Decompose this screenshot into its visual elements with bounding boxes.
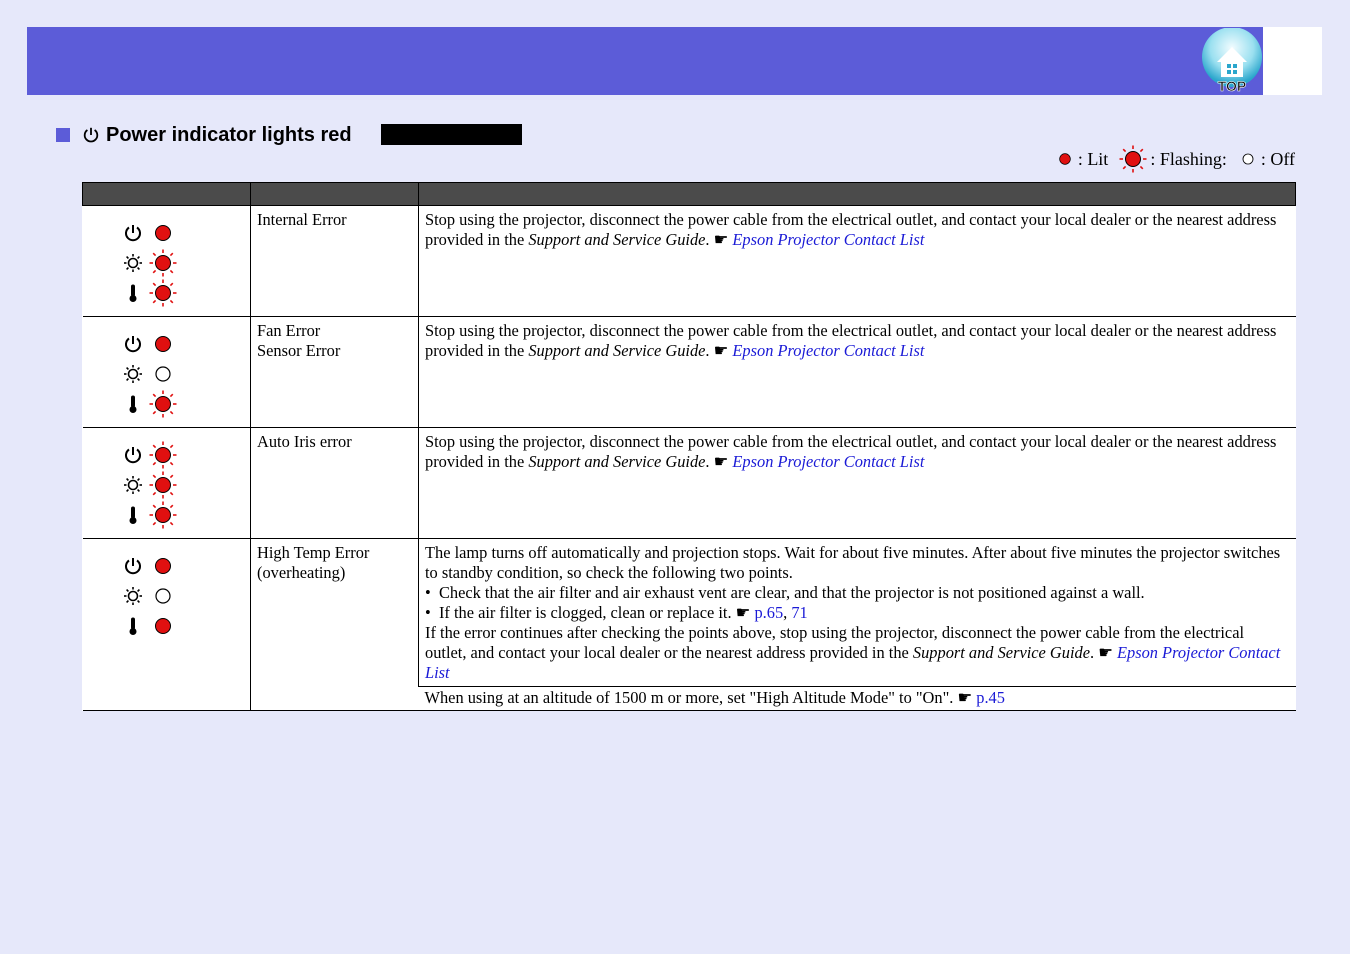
- indicator-temp: [123, 500, 251, 530]
- lit-indicator-icon: [149, 330, 177, 358]
- flashing-indicator-icon: [149, 249, 177, 277]
- page-link-45[interactable]: p.45: [976, 688, 1005, 707]
- guide-title: Support and Service Guide: [528, 230, 706, 249]
- indicator-cell: [83, 206, 251, 317]
- indicator-power: [123, 329, 251, 359]
- altitude-note: When using at an altitude of 1500 m or more, set "High Altitude Mode" to "On".: [424, 688, 958, 707]
- table-row: [83, 428, 1296, 539]
- lamp-icon: [123, 364, 143, 384]
- header-cell-indicator: [83, 183, 251, 206]
- status-label: Sensor Error: [257, 341, 341, 360]
- contact-list-link[interactable]: Epson Projector Contact List: [732, 341, 925, 360]
- power-icon: [123, 223, 143, 243]
- top-button[interactable]: [1200, 28, 1264, 92]
- page-link-65[interactable]: p.65: [754, 603, 784, 622]
- table-header-row: [83, 183, 1296, 206]
- error-table: [82, 182, 1296, 711]
- page-link-71[interactable]: 71: [791, 603, 808, 622]
- indicator-lamp: [123, 359, 251, 389]
- remedy-continue: If the error continues after checking the points above, stop using the projector, disconnect the power cable from the electrical outlet, and contact your local dealer or the nearest address provided in the Support and Service Guide. ☛ Epson Projector Contact List: [425, 623, 1281, 682]
- table-row: [83, 317, 1296, 428]
- house-icon: [1200, 28, 1264, 92]
- indicator-temp: [123, 611, 251, 641]
- off-indicator-icon: [1238, 149, 1258, 169]
- temp-icon: [123, 505, 143, 525]
- indicator-temp: [123, 389, 251, 419]
- status-cell: [251, 317, 419, 428]
- remedy-bullet: • If the air filter is clogged, clean or replace it. ☛ p.65, 71: [425, 603, 808, 622]
- header-cell-status: [251, 183, 419, 206]
- temp-icon: [123, 616, 143, 636]
- remedy-bullet: • Check that the air filter and air exhaust vent are clear, and that the projector is not positioned against a wall.: [425, 583, 1145, 602]
- indicator-power: [123, 218, 251, 248]
- remedy-cell: Stop using the projector, disconnect the power cable from the electrical outlet, and contact your local dealer or the nearest address provided in the Support and Service Guide. ☛ Epson Projector Contact List: [419, 206, 1296, 317]
- indicator-lamp: [123, 581, 251, 611]
- indicator-cell: [83, 317, 251, 428]
- lit-indicator-icon: [149, 552, 177, 580]
- contact-list-link[interactable]: Epson Projector Contact List: [732, 452, 925, 471]
- redacted-box: [381, 124, 522, 145]
- header-bar: [27, 27, 1263, 95]
- guide-title: Support and Service Guide: [528, 341, 706, 360]
- status-label: Fan Error: [257, 321, 321, 340]
- status-label: (overheating): [257, 563, 346, 582]
- indicator-cell: [83, 539, 251, 711]
- section-heading: [56, 122, 352, 148]
- status-label: High Temp Error: [257, 543, 370, 562]
- status-cell: [251, 206, 419, 317]
- status-label: Internal Error: [257, 210, 347, 229]
- contact-list-link[interactable]: Epson Projector Contact List: [732, 230, 925, 249]
- legend-lit: : Lit: [1077, 148, 1109, 169]
- indicator-temp: [123, 278, 251, 308]
- guide-title: Support and Service Guide: [528, 452, 706, 471]
- table-row: [83, 206, 1296, 317]
- pointing-hand-icon: ☛: [957, 688, 977, 707]
- flashing-indicator-icon: [1119, 145, 1147, 173]
- flashing-indicator-icon: [149, 390, 177, 418]
- remedy-cell: [419, 687, 1296, 711]
- lamp-icon: [123, 475, 143, 495]
- temp-icon: [123, 283, 143, 303]
- temp-icon: [123, 394, 143, 414]
- legend-off: : Off: [1260, 148, 1295, 169]
- indicator-lamp: [123, 470, 251, 500]
- lit-indicator-icon: [149, 612, 177, 640]
- pointing-hand-icon: ☛: [713, 341, 733, 360]
- power-icon: [123, 445, 143, 465]
- lit-indicator-icon: [1055, 149, 1075, 169]
- indicator-power: [123, 551, 251, 581]
- remedy-intro: The lamp turns off automatically and projection stops. Wait for about five minutes. After about five minutes the projector switches to standby condition, so check the following two points.: [425, 543, 1281, 582]
- lamp-icon: [123, 586, 143, 606]
- off-indicator-icon: [149, 582, 177, 610]
- indicator-legend: [1052, 147, 1295, 171]
- indicator-lamp: [123, 248, 251, 278]
- contact-list-link[interactable]: Epson Projector Contact List: [425, 643, 1281, 682]
- section-title: Power indicator lights red: [106, 123, 352, 146]
- lit-indicator-icon: [149, 219, 177, 247]
- pointing-hand-icon: ☛: [1098, 643, 1117, 662]
- power-icon: [82, 126, 100, 144]
- table-row: [83, 539, 1296, 687]
- indicator-power: [123, 440, 251, 470]
- flashing-indicator-icon: [149, 501, 177, 529]
- flashing-indicator-icon: [149, 441, 177, 469]
- status-cell: [251, 428, 419, 539]
- square-bullet: [56, 128, 70, 142]
- power-icon: [123, 556, 143, 576]
- remedy-cell: [419, 539, 1296, 687]
- pointing-hand-icon: ☛: [713, 230, 733, 249]
- guide-title: Support and Service Guide: [912, 643, 1090, 662]
- lamp-icon: [123, 253, 143, 273]
- power-icon: [123, 334, 143, 354]
- top-label: TOP: [1217, 78, 1247, 92]
- flashing-indicator-icon: [149, 471, 177, 499]
- pointing-hand-icon: ☛: [735, 603, 755, 622]
- off-indicator-icon: [149, 360, 177, 388]
- flashing-indicator-icon: [149, 279, 177, 307]
- pointing-hand-icon: ☛: [713, 452, 733, 471]
- header-corner: [1263, 27, 1322, 95]
- remedy-cell: Stop using the projector, disconnect the power cable from the electrical outlet, and contact your local dealer or the nearest address provided in the Support and Service Guide. ☛ Epson Projector Contact List: [419, 428, 1296, 539]
- legend-flashing: : Flashing:: [1150, 148, 1227, 169]
- status-cell: [251, 539, 419, 711]
- header-cell-remedy: [419, 183, 1296, 206]
- indicator-cell: [83, 428, 251, 539]
- remedy-cell: Stop using the projector, disconnect the power cable from the electrical outlet, and contact your local dealer or the nearest address provided in the Support and Service Guide. ☛ Epson Projector Contact List: [419, 317, 1296, 428]
- status-label: Auto Iris error: [257, 432, 352, 451]
